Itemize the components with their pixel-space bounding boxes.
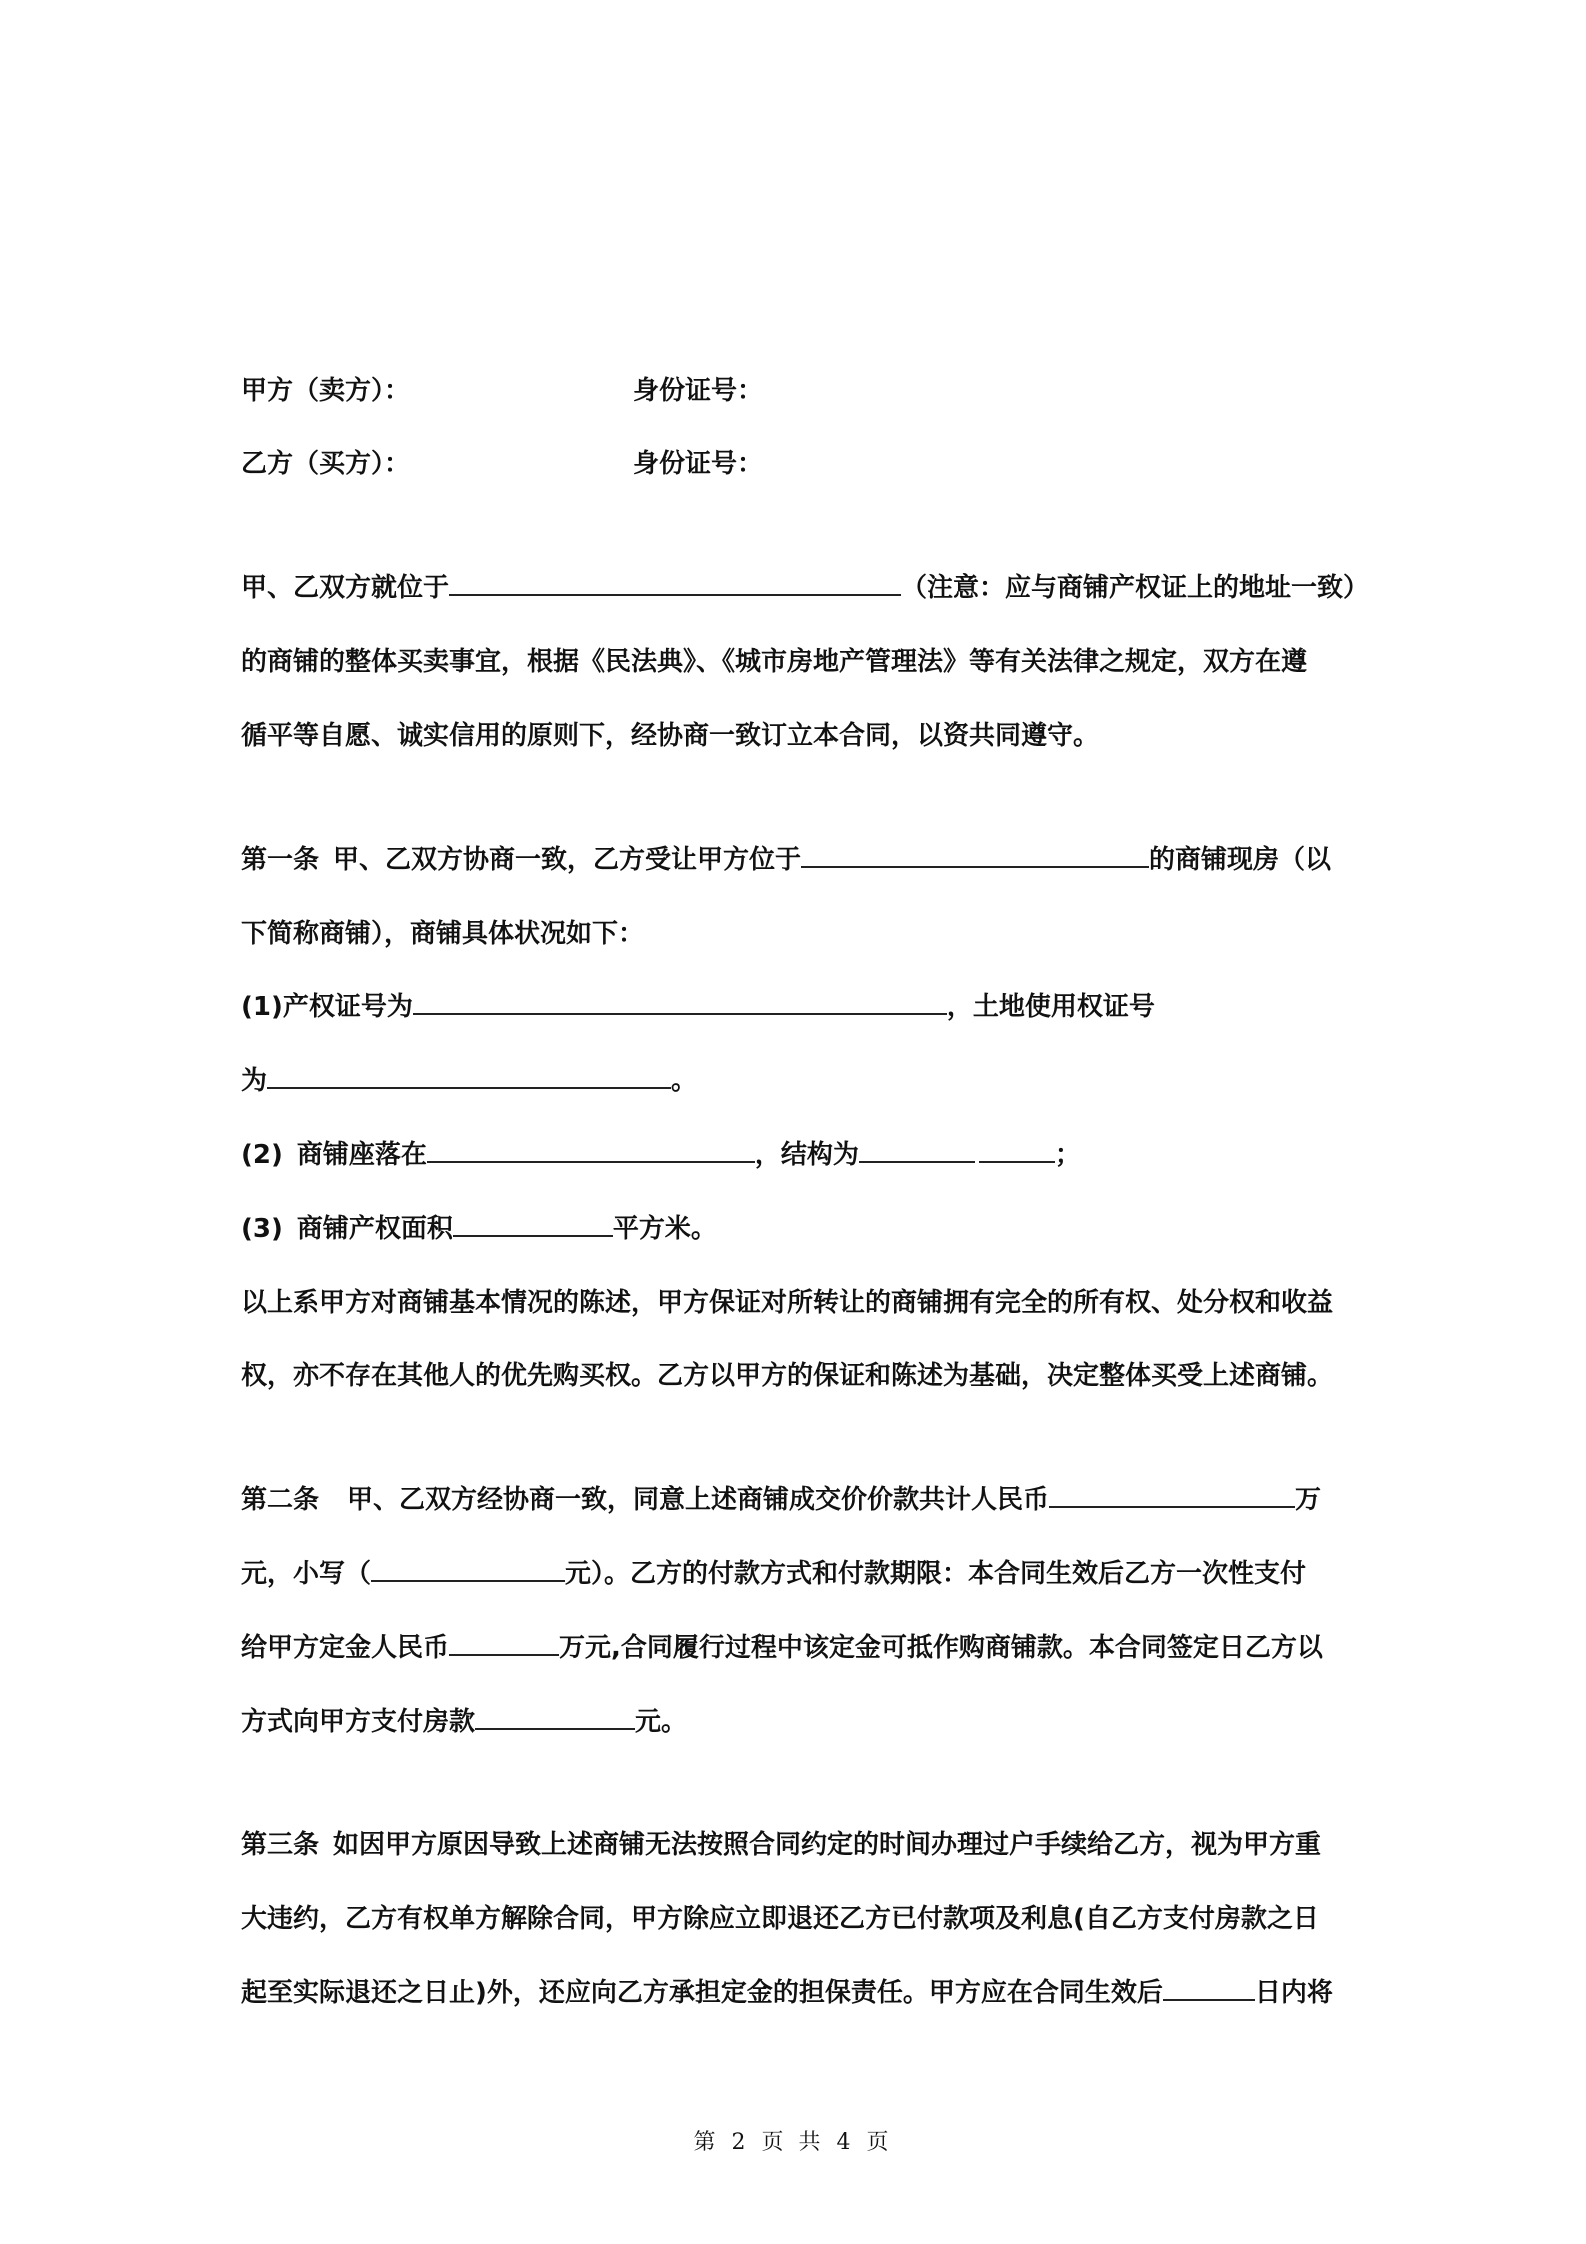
- article-text: 下简称商铺），商铺具体状况如下：: [241, 919, 645, 949]
- address-blank[interactable]: [449, 568, 901, 596]
- party-a-label: 甲方（卖方）：: [241, 376, 411, 406]
- article-1-line-8: [241, 1283, 1333, 1323]
- item-text: ；: [1054, 1140, 1081, 1170]
- price-blank[interactable]: [1049, 1480, 1295, 1508]
- preamble-text: 甲、乙双方就位于: [241, 573, 450, 603]
- article-1-item-1: [241, 987, 1155, 1027]
- article-1-line-1: [241, 840, 1331, 880]
- article-2-line-1: [241, 1480, 1321, 1520]
- article-text: 万: [1295, 1485, 1322, 1515]
- item-number: (2): [241, 1140, 283, 1170]
- article-text: 以上系甲方对商铺基本情况的陈述，甲方保证对所转让的商铺拥有完全的所有权、处分权和收益: [241, 1288, 1334, 1318]
- article-text: 起至实际退还之日止)外，还应向乙方承担定金的担保责任。甲方应在合同生效后: [241, 1978, 1163, 2008]
- footer-text: 页: [866, 2130, 893, 2155]
- party-b-line: [241, 444, 410, 484]
- price-numeric-blank[interactable]: [371, 1554, 565, 1582]
- preamble-text: 的商铺的整体买卖事宜，根据《民法典》、《城市房地产管理法》等有关法律之规定，双方在遵: [241, 647, 1308, 677]
- item-text: 为: [241, 1066, 268, 1096]
- article-2-title: 第二条: [241, 1485, 320, 1515]
- article-1-line-2: [241, 914, 644, 954]
- article-1-line-9: [241, 1356, 1333, 1396]
- item-text: ，结构为: [754, 1140, 859, 1170]
- article-1-item-3: [241, 1209, 717, 1249]
- article-text: 元，小写（: [241, 1559, 372, 1589]
- item-text: (1)产权证号为: [241, 992, 413, 1022]
- article-text: 大违约，乙方有权单方解除合同，甲方除应立即退还乙方已付款项及利息(自乙方支付房款之日: [241, 1904, 1319, 1934]
- article-text: 的商铺现房（以: [1149, 845, 1332, 875]
- article-text: 给甲方定金人民币: [241, 1633, 450, 1663]
- party-a-id-line: [633, 371, 763, 411]
- page-number: 2: [731, 2130, 750, 2155]
- article-text: 权，亦不存在其他人的优先购买权。乙方以甲方的保证和陈述为基础，决定整体买受上述商铺。: [241, 1361, 1334, 1391]
- article-1-item-1b: [241, 1061, 697, 1101]
- party-b-id-line: [633, 444, 763, 484]
- article-3-line-1: [241, 1825, 1321, 1865]
- item-text: 商铺产权面积: [296, 1214, 453, 1244]
- deposit-blank[interactable]: [449, 1628, 559, 1656]
- item-text: 平方米。: [612, 1214, 717, 1244]
- preamble-text: 循平等自愿、诚实信用的原则下，经协商一致订立本合同，以资共同遵守。: [241, 721, 1100, 751]
- article-3-title: 第三条: [241, 1830, 320, 1860]
- party-a-line: [241, 371, 410, 411]
- article-1-title: 第一条: [241, 845, 320, 875]
- article-3-line-3: [241, 1973, 1333, 2013]
- article-1-item-2: [241, 1135, 1081, 1175]
- item-text: ，土地使用权证号: [946, 992, 1155, 1022]
- preamble-line-3: [241, 716, 1099, 756]
- article-text: 万元,合同履行过程中该定金可抵作购商铺款。本合同签定日乙方以: [559, 1633, 1323, 1663]
- article-3-line-2: [241, 1899, 1319, 1939]
- area-blank[interactable]: [453, 1209, 613, 1237]
- preamble-note: （注意：应与商铺产权证上的地址一致）: [901, 573, 1370, 603]
- article-text: 甲、乙双方经协商一致，同意上述商铺成交价价款共计人民币: [347, 1485, 1050, 1515]
- article-text: 元。: [635, 1707, 688, 1737]
- shop-address-blank[interactable]: [427, 1135, 755, 1163]
- property-cert-blank[interactable]: [413, 987, 947, 1015]
- item-text: 商铺座落在: [296, 1140, 427, 1170]
- preamble-line-1: [241, 568, 1369, 608]
- item-text: 。: [671, 1066, 698, 1096]
- article-text: 日内将: [1254, 1978, 1333, 2008]
- article-text: 甲、乙双方协商一致，乙方受让甲方位于: [333, 845, 802, 875]
- footer-text: 页 共: [761, 2130, 825, 2155]
- structure-blank-1[interactable]: [859, 1135, 975, 1163]
- party-b-label: 乙方（买方）：: [241, 449, 411, 479]
- article-2-line-2: [241, 1554, 1306, 1594]
- article-2-line-3: [241, 1628, 1323, 1668]
- article-text: 方式向甲方支付房款: [241, 1707, 476, 1737]
- page-footer: [0, 2128, 1586, 2158]
- structure-blank-2[interactable]: [979, 1135, 1055, 1163]
- shop-location-blank[interactable]: [801, 840, 1149, 868]
- item-number: (3): [241, 1214, 283, 1244]
- party-b-id-label: 身份证号：: [633, 449, 764, 479]
- payment-blank[interactable]: [475, 1702, 635, 1730]
- footer-text: 第: [693, 2130, 720, 2155]
- total-pages: 4: [836, 2130, 855, 2155]
- days-blank[interactable]: [1163, 1973, 1255, 2001]
- preamble-line-2: [241, 642, 1307, 682]
- party-a-id-label: 身份证号：: [633, 376, 764, 406]
- article-2-line-4: [241, 1702, 687, 1742]
- article-text: 元）。乙方的付款方式和付款期限：本合同生效后乙方一次性支付: [565, 1559, 1307, 1589]
- land-cert-blank[interactable]: [267, 1061, 671, 1089]
- article-text: 如因甲方原因导致上述商铺无法按照合同约定的时间办理过户手续给乙方，视为甲方重: [333, 1830, 1322, 1860]
